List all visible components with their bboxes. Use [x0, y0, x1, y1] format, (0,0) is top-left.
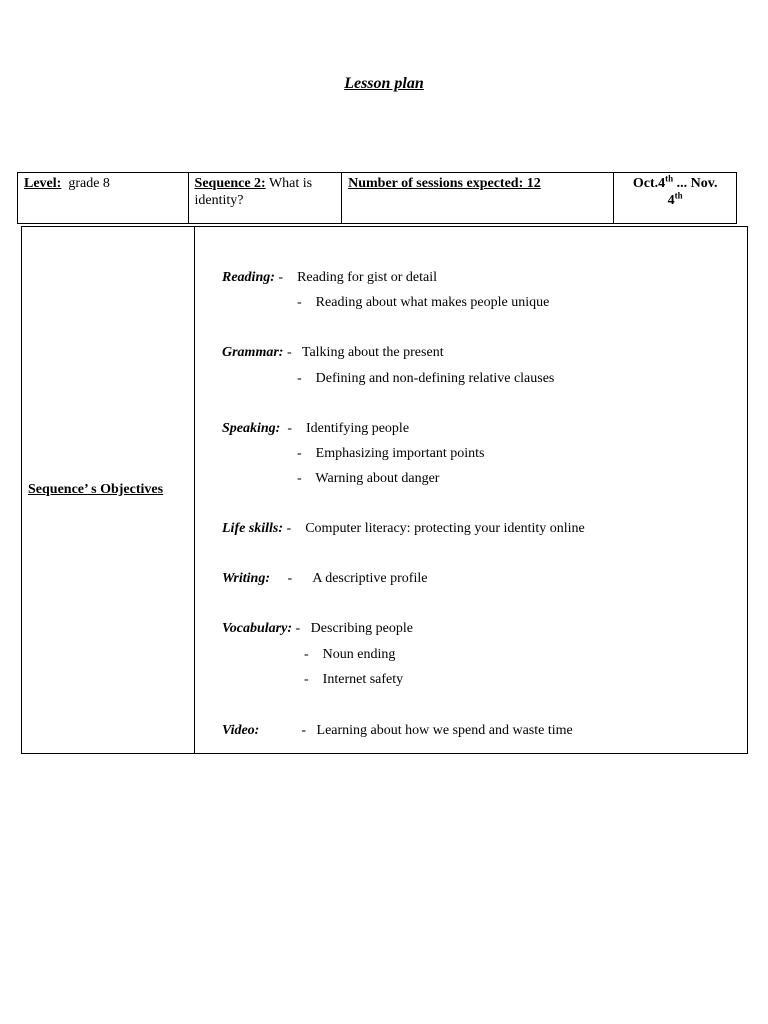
video-item: Learning about how we spend and waste time [316, 723, 573, 738]
objectives-heading: Sequence’ s Objectives [28, 482, 164, 497]
vocabulary-item: Noun ending [322, 647, 396, 662]
date-cell [614, 173, 736, 223]
vocabulary-row: Vocabulary: - Describing people [222, 621, 413, 636]
writing-row: Writing: - A descriptive profile [222, 571, 428, 586]
lesson-header-table [17, 172, 737, 224]
date-end: 4 [667, 193, 675, 208]
life-skills-item: Computer literacy: protecting your identity online [305, 521, 585, 536]
grammar-item: Talking about the present [301, 345, 444, 360]
date-start: Oct.4 [632, 176, 666, 191]
sequence-label: Sequence 2: [194, 176, 266, 191]
video-row: Video: - Learning about how we spend and waste time [222, 723, 573, 738]
reading-row: - Reading about what makes people unique [297, 295, 550, 310]
life-skills-row: Life skills: - Computer literacy: protecting your identity online [222, 521, 585, 536]
speaking-row: Speaking: - Identifying people [222, 421, 410, 436]
speaking-item: Warning about danger [315, 471, 440, 486]
level-cell [18, 173, 189, 223]
sequence-value-cont: identity? [194, 193, 244, 208]
video-label: Video: [222, 723, 260, 738]
sequence-value: What is [265, 176, 313, 191]
vocabulary-row: - Noun ending [304, 647, 396, 662]
speaking-row: - Warning about danger [297, 471, 440, 486]
objectives-content-cell [195, 227, 747, 753]
speaking-label: Speaking: [222, 421, 281, 436]
date-sep: ... Nov. [673, 176, 718, 191]
objectives-table [21, 226, 748, 754]
speaking-item: Emphasizing important points [315, 446, 485, 461]
grammar-label: Grammar: [222, 345, 284, 360]
grammar-row: - Defining and non-defining relative clauses [297, 371, 555, 386]
grammar-item: Defining and non-defining relative clauses [315, 371, 555, 386]
vocabulary-label: Vocabulary: [222, 621, 292, 636]
vocabulary-item: Describing people [310, 621, 413, 636]
date-start-sup: th [665, 173, 674, 184]
vocabulary-row: - Internet safety [304, 672, 404, 687]
date-end-sup: th [674, 190, 683, 201]
sequence-cell [189, 173, 343, 223]
sessions-cell [342, 173, 614, 223]
sessions-text: Number of sessions expected: 12 [348, 176, 541, 191]
vocabulary-item: Internet safety [322, 672, 404, 687]
page-title: Lesson plan [344, 75, 424, 92]
life-skills-label: Life skills: [222, 521, 284, 536]
reading-item: Reading for gist or detail [297, 270, 438, 285]
objectives-heading-cell [22, 227, 195, 753]
reading-row: Reading: - Reading for gist or detail [222, 270, 438, 285]
speaking-item: Identifying people [306, 421, 410, 436]
writing-item: A descriptive profile [312, 571, 428, 586]
writing-label: Writing: [222, 571, 270, 586]
level-label: Level: [24, 176, 62, 191]
reading-item: Reading about what makes people unique [315, 295, 550, 310]
speaking-row: - Emphasizing important points [297, 446, 485, 461]
grammar-row: Grammar: - Talking about the present [222, 345, 444, 360]
level-value: grade 8 [68, 176, 110, 191]
reading-label: Reading: [222, 270, 275, 285]
